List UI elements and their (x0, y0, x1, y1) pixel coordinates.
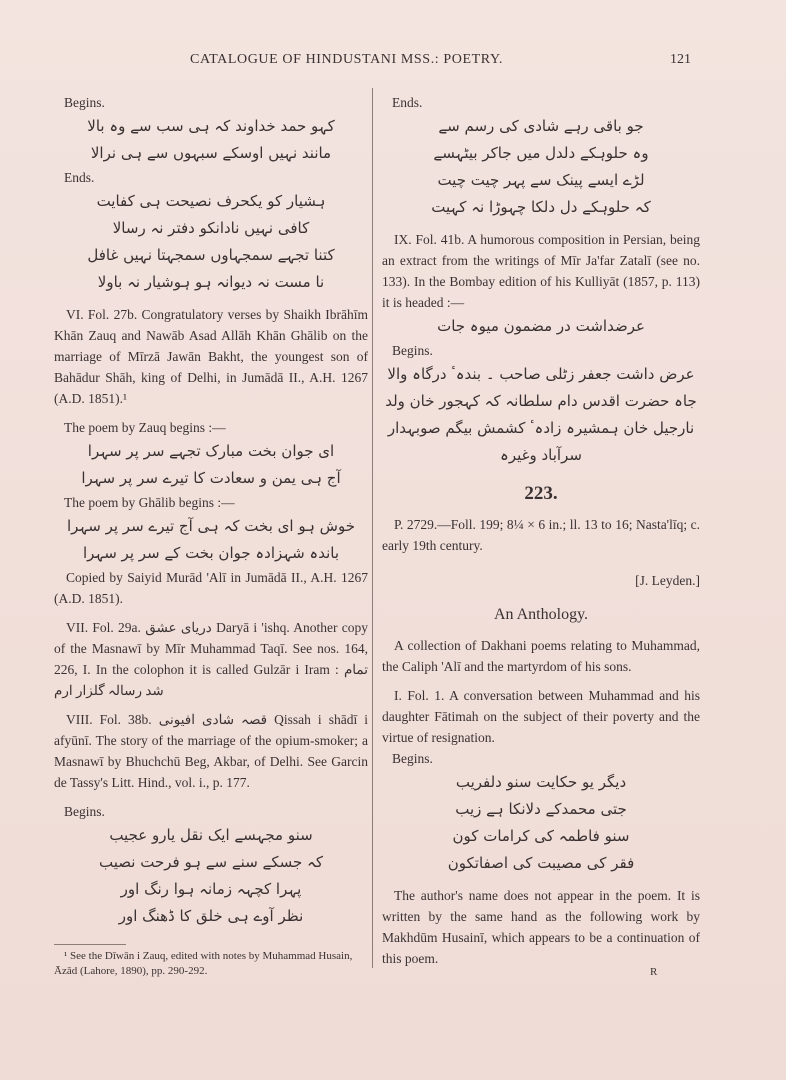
right-column (382, 92, 700, 969)
urdu-verse: جو باقی رہے شادی کی رسم سے (438, 117, 644, 135)
entry-description: A collection of Dakhani poems relating to Muhammad, the Caliph 'Alī and the martyrdom of his sons. (382, 638, 700, 674)
signature-mark: R (650, 966, 658, 978)
urdu-verse: کہ جسکے سنے سے ہو فرحت نصیب (99, 853, 323, 871)
ends-label: Ends. (64, 170, 95, 185)
left-column (54, 92, 368, 979)
footnote-rule (54, 944, 126, 945)
urdu-verse: عرض داشت جعفر زٹلی صاحب ۔ بندہٴ درگاہ والا (387, 365, 695, 383)
begins-label: Begins. (64, 804, 105, 819)
urdu-verse: باندہ شہزادہ جوان بخت کے سر پر سہرا (82, 544, 340, 562)
closing-note: The author's name does not appear in the poem. It is written by the same hand as the following work by Makhdūm Husainī, which appears to be a continuation of this poem. (382, 888, 700, 966)
item-i: I. Fol. 1. A conversation between Muhammad and his daughter Fātimah on the subject of their poverty and the virtue of resignation. (382, 688, 700, 745)
begins-label: Begins. (392, 751, 433, 766)
urdu-verse: پہرا کچہہ زمانہ ہوا رنگ اور (120, 880, 302, 898)
entry-title: An Anthology. (493, 606, 589, 623)
begins-label: Begins. (392, 343, 433, 358)
urdu-verse: فقر کی مصیبت کی اصفاتکون (447, 854, 635, 872)
urdu-verse: نارجیل خان ہمشیرہ زادہٴ کشمش بیگم صوبہدار (387, 419, 695, 437)
urdu-verse: سنو فاطمہ کی کرامات کون (452, 827, 630, 845)
urdu-verse: ہشیار کو یکحرف نصیحت ہی کفایت (96, 192, 326, 210)
item-viii: VIII. Fol. 38b. قصہ شادی افیونی Qissah i shādī i afyūnī. The story of the marriage of the opium-smoker; a Masnawī by Bhuchchū Beg, Akbar, of Delhi. See Garcin de Tassy's Litt. Hind., vol. i., p. 177. (54, 712, 368, 790)
urdu-verse: کتنا تجہے سمجہاوں سمجہتا نہیں غافل (87, 246, 335, 264)
zauq-begins-label: The poem by Zauq begins :— (64, 420, 226, 435)
urdu-verse: کہ حلوہکے دل دلکا چہوڑا نہ کہیت (431, 198, 651, 216)
ghalib-begins-label: The poem by Ghālib begins :— (64, 495, 235, 510)
running-head: CATALOGUE OF HINDUSTANI MSS.: POETRY. (190, 52, 503, 67)
urdu-verse: کہو حمد خداوند کہ ہی سب سے وہ بالا (87, 117, 335, 135)
urdu-verse: خوش ہو ای بخت کہ ہی آج تیرے سر پر سہرا (67, 517, 355, 535)
ends-label: Ends. (392, 95, 423, 110)
urdu-verse: لڑے ایسے پینک سے پہر چیت چیت (437, 171, 645, 189)
urdu-verse: نا مست نہ دیوانہ ہو ہوشیار نہ باولا (97, 273, 325, 291)
urdu-verse: جتی محمدکے دلانکا ہے زیب (455, 800, 627, 818)
urdu-verse: سنو مجہسے ایک نقل یارو عجیب (109, 826, 313, 844)
urdu-verse: وہ حلوہکے دلدل میں جاکر بیٹہسے (433, 144, 649, 162)
copied-note: Copied by Saiyid Murād 'Alī in Jumādā II., A.H. 1267 (A.D. 1851). (54, 570, 368, 606)
item-vi: VI. Fol. 27b. Congratulatory verses by Shaikh Ibrāhīm Khān Zauq and Nawāb Asad Allāh Khān Ghālib on the marriage of Mīrzā Jawān Bakht, the youngest son of Bahādur Shāh, king of Delhi, in Jumādā II., A.H. 1267 (A.D. 1851).¹ (54, 307, 368, 406)
donor: [J. Leyden.] (635, 572, 700, 588)
urdu-verse: آج ہی یمن و سعادت کا تیرے سر پر سہرا (81, 469, 341, 487)
urdu-verse: دیگر یو حکایت سنو دلفریب (455, 773, 627, 791)
item-vii: VII. Fol. 29a. دریای عشق Daryā i 'ishq. Another copy of the Masnawī by Mīr Muhammad Taqī. See nos. 164, 226, I. In the colophon it is called Gulzār i Iram : تمام شد رسالہ گلزار ارم (54, 620, 369, 698)
begins-label: Begins. (64, 95, 105, 110)
urdu-verse: جاہ حضرت اقدس دام سلطانہ کہ کہجور خان ولد (385, 392, 697, 410)
entry-number: 223. (524, 483, 558, 504)
urdu-verse: مانند نہیں اوسکے سبہوں سے ہی نرالا (90, 144, 332, 162)
urdu-heading: عرضداشت در مضمون میوہ جات (437, 317, 645, 335)
urdu-verse: ای جوان بخت مبارک تجہے سر پر سہرا (87, 442, 335, 460)
urdu-verse: نظر آوے ہی خلق کا ڈھنگ اور (118, 907, 304, 925)
urdu-verse: سرآباد وغیرہ (500, 446, 582, 464)
page-header (0, 52, 786, 74)
shelfmark: P. 2729.—Foll. 199; 8¼ × 6 in.; ll. 13 to 16; Nasta'līq; c. early 19th century. (382, 517, 700, 553)
column-rule (372, 88, 373, 968)
item-ix: IX. Fol. 41b. A humorous composition in Persian, being an extract from the writings of Mīr Ja'far Zatalī (see no. 133). In the Bombay edition of his Kulliyāt (1857, p. 113) it is headed :— (382, 232, 700, 310)
page-number: 121 (670, 52, 691, 67)
footnote: ¹ See the Dīwān i Zauq, edited with notes by Muhammad Husain, Āzād (Lahore, 1890), pp. 290-292. (54, 950, 353, 977)
urdu-verse: کافی نہیں نادانکو دفتر نہ رسالا (112, 219, 310, 237)
